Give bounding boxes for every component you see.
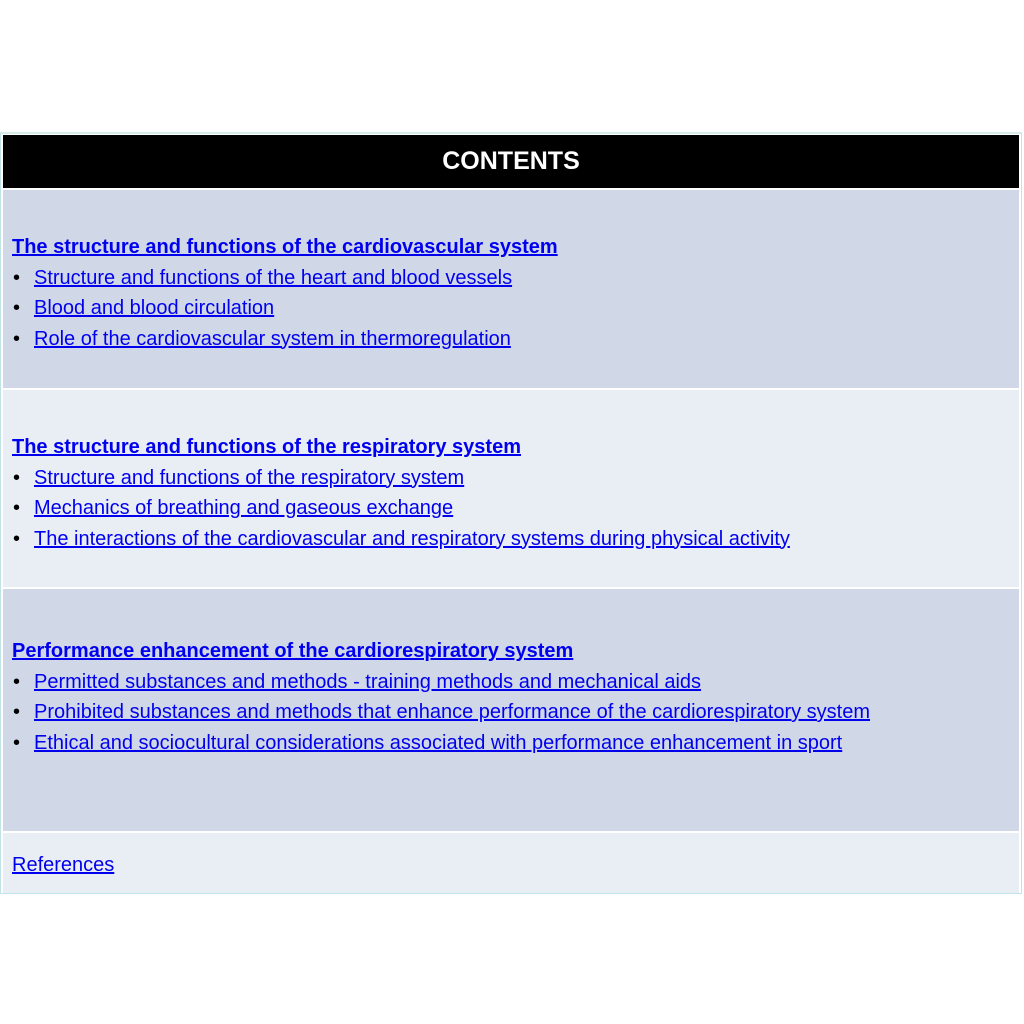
list-item <box>12 524 1019 555</box>
list-item <box>12 293 1019 324</box>
item-link[interactable]: The interactions of the cardiovascular and respiratory systems during physical activity <box>34 527 790 550</box>
list-item <box>12 667 1019 698</box>
bullet: • <box>13 327 21 350</box>
item-link[interactable]: Structure and functions of the heart and blood vessels <box>34 266 513 289</box>
item-link[interactable]: Role of the cardiovascular system in thermoregulation <box>34 327 511 350</box>
section-heading-link[interactable]: Performance enhancement of the cardiorespiratory system <box>12 640 574 662</box>
bullet: • <box>13 266 21 289</box>
bullet: • <box>13 497 21 519</box>
contents-table <box>0 132 1022 894</box>
item-link[interactable]: Mechanics of breathing and gaseous exchange <box>34 497 454 519</box>
references-link[interactable]: References <box>12 854 115 876</box>
section-heading-link[interactable]: The structure and functions of the cardiovascular system <box>12 236 558 258</box>
section-respiratory <box>3 390 1019 587</box>
bullet: • <box>13 527 21 550</box>
section-references <box>3 833 1019 893</box>
list-item <box>12 263 1019 294</box>
item-link[interactable]: Structure and functions of the respiratory system <box>34 466 465 489</box>
contents-title: CONTENTS <box>3 135 1019 188</box>
item-link[interactable]: Prohibited substances and methods that enhance performance of the cardiorespiratory system <box>34 701 871 723</box>
section-performance <box>3 589 1019 831</box>
bullet: • <box>13 701 21 723</box>
list-item <box>12 324 1019 355</box>
section-heading-link[interactable]: The structure and functions of the respiratory system <box>12 436 521 458</box>
bullet: • <box>13 466 21 489</box>
bullet: • <box>13 297 21 319</box>
item-link[interactable]: Permitted substances and methods - training methods and mechanical aids <box>34 670 702 693</box>
bullet: • <box>13 670 21 693</box>
item-link[interactable]: Blood and blood circulation <box>34 297 275 319</box>
list-item <box>12 463 1019 494</box>
list-item <box>12 493 1019 524</box>
list-item <box>12 728 1019 759</box>
section-cardiovascular <box>3 190 1019 388</box>
bullet: • <box>13 731 21 754</box>
list-item <box>12 697 1019 728</box>
item-link[interactable]: Ethical and sociocultural considerations associated with performance enhancement in sport <box>34 731 843 754</box>
